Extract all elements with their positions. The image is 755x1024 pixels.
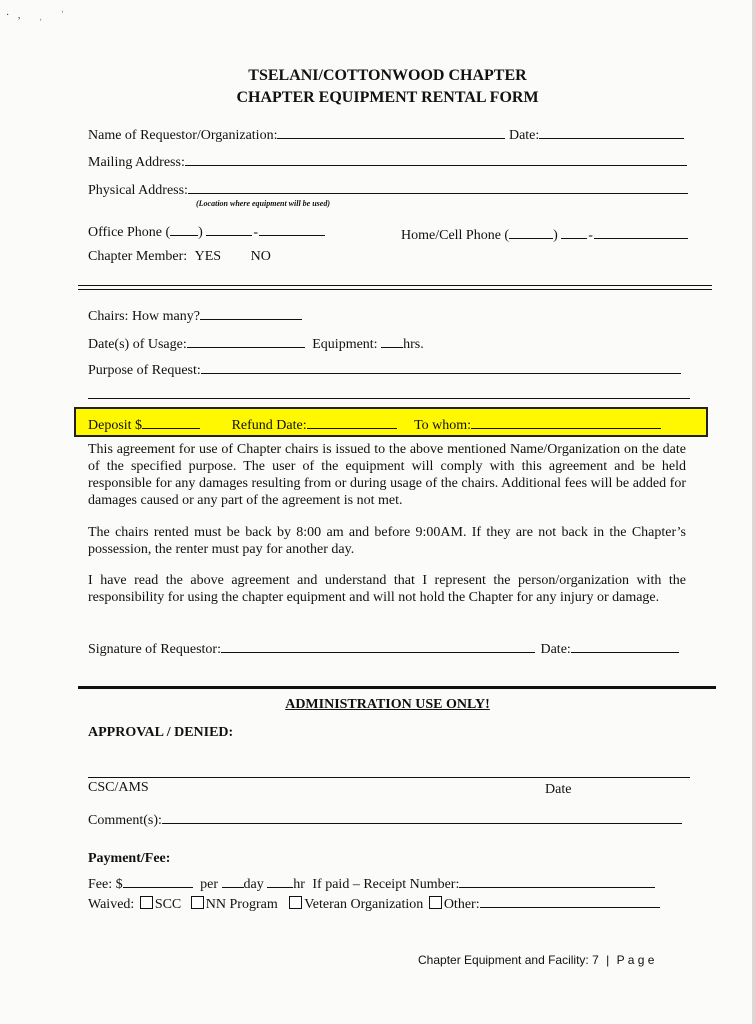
signature-field[interactable] (221, 638, 535, 653)
comments-label: Comment(s): (88, 813, 162, 828)
scc-label: SCC (154, 897, 182, 912)
mailing-address-label: Mailing Address: (88, 155, 185, 170)
office-phone-prefix-field[interactable] (206, 221, 252, 236)
office-phone-dash: - (253, 225, 259, 240)
day-label: day (243, 877, 264, 892)
home-phone-number-field[interactable] (594, 224, 688, 239)
hours-label: hrs. (403, 337, 424, 352)
equipment-label: Equipment: (312, 337, 378, 352)
deposit-label: Deposit $ (88, 418, 143, 433)
page-footer (418, 953, 654, 967)
approval-label: APPROVAL / DENIED: (88, 725, 234, 740)
waived-label: Waived: (88, 897, 135, 912)
signature-row (88, 638, 679, 658)
payment-heading: Payment/Fee: (88, 851, 171, 866)
usage-dates-label: Date(s) of Usage: (88, 337, 187, 352)
usage-dates-field[interactable] (187, 333, 305, 348)
fee-hour-field[interactable] (267, 873, 293, 888)
chapter-member-label: Chapter Member: (88, 249, 188, 264)
signature-label: Signature of Requestor: (88, 642, 221, 657)
deposit-row (88, 414, 661, 434)
chairs-row (88, 305, 302, 325)
section-divider (78, 289, 712, 290)
request-date-field[interactable] (539, 124, 684, 139)
comments-field[interactable] (162, 809, 682, 824)
office-phone-area-field[interactable] (170, 221, 198, 236)
admin-divider (78, 686, 716, 689)
physical-address-field[interactable] (188, 179, 688, 194)
fee-row (88, 873, 655, 893)
comments-row (88, 809, 682, 829)
refund-date-label: Refund Date: (231, 418, 307, 433)
approval-signature-line[interactable] (88, 777, 690, 778)
request-date-label: Date: (508, 128, 540, 143)
home-phone-area-field[interactable] (509, 224, 553, 239)
section-divider (78, 285, 712, 286)
home-phone-dash: - (588, 228, 593, 243)
fee-amount-field[interactable] (123, 873, 193, 888)
office-phone-row (88, 221, 325, 241)
footer-separator: | (606, 953, 610, 967)
member-no-option[interactable]: NO (250, 249, 271, 264)
footer-page-word: P a g e (616, 953, 655, 967)
nn-program-checkbox[interactable] (191, 896, 204, 909)
home-phone-label: Home/Cell Phone ( (401, 228, 510, 243)
chairs-count-field[interactable] (200, 305, 302, 320)
office-phone-label: Office Phone ( (88, 225, 171, 240)
physical-address-note: (Location where equipment will be used) (196, 199, 330, 208)
home-phone-paren: ) (553, 228, 558, 243)
signature-date-field[interactable] (571, 638, 679, 653)
per-label: per (200, 877, 218, 892)
csc-ams-label: CSC/AMS (88, 780, 149, 795)
signature-date-label: Date: (540, 642, 571, 657)
requestor-name-row (88, 124, 684, 144)
office-phone-number-field[interactable] (259, 221, 325, 236)
agreement-paragraph-2: The chairs rented must be back by 8:00 am and before 9:00AM. If they are not back in the Chapter’s possession, the renter must pay for another day. (88, 525, 686, 557)
veteran-organization-checkbox[interactable] (289, 896, 302, 909)
other-field[interactable] (480, 893, 660, 908)
agreement-paragraph-1: This agreement for use of Chapter chairs is issued to the above mentioned Name/Organization on the date of the specified purpose. The user of the equipment will comply with this agreement and be held responsible for any damages resulting from or during usage of the chairs. Additional fees will be added for damages caused or any part of the agreement is not met. (88, 442, 686, 508)
fee-day-field[interactable] (222, 873, 244, 888)
purpose-label: Purpose of Request: (88, 363, 201, 378)
form-title-line2: CHAPTER EQUIPMENT RENTAL FORM (236, 89, 539, 106)
nn-program-label: NN Program (205, 897, 278, 912)
usage-dates-row (88, 333, 424, 353)
receipt-label: If paid – Receipt Number: (312, 877, 460, 892)
purpose-extra-line[interactable] (88, 398, 690, 399)
waived-row (88, 893, 660, 913)
physical-address-label: Physical Address: (88, 183, 188, 198)
form-title-line1: TSELANI/COTTONWOOD CHAPTER (248, 67, 527, 84)
hr-label: hr (293, 877, 305, 892)
mailing-address-row (88, 151, 687, 171)
physical-address-row (88, 179, 688, 199)
mailing-address-field[interactable] (185, 151, 687, 166)
purpose-field[interactable] (201, 359, 681, 374)
agreement-paragraph-3: I have read the above agreement and understand that I represent the person/organization with the responsibility for using the chapter equipment and will not hold the Chapter for any injury or damage. (88, 573, 686, 605)
admin-heading: ADMINISTRATION USE ONLY! (285, 697, 490, 712)
to-whom-label: To whom: (414, 418, 472, 433)
home-phone-prefix-field[interactable] (561, 224, 587, 239)
scan-marks: ·‚ ˌ ˈ (6, 10, 73, 21)
chapter-member-row (88, 249, 271, 265)
purpose-row (88, 359, 681, 379)
refund-date-field[interactable] (307, 414, 397, 429)
home-phone-row (401, 224, 688, 244)
fee-label: Fee: $ (88, 877, 123, 892)
chairs-label: Chairs: How many? (88, 309, 200, 324)
equipment-hours-field[interactable] (381, 333, 403, 348)
footer-text: Chapter Equipment and Facility: 7 (418, 953, 599, 967)
other-checkbox[interactable] (429, 896, 442, 909)
requestor-name-field[interactable] (277, 124, 505, 139)
deposit-amount-field[interactable] (142, 414, 200, 429)
to-whom-field[interactable] (471, 414, 661, 429)
requestor-name-label: Name of Requestor/Organization: (88, 128, 278, 143)
admin-date-label: Date (545, 782, 572, 797)
office-phone-paren: ) (198, 225, 203, 240)
member-yes-option[interactable]: YES (194, 249, 222, 264)
receipt-number-field[interactable] (459, 873, 655, 888)
veteran-organization-label: Veteran Organization (304, 897, 424, 912)
scc-checkbox[interactable] (140, 896, 153, 909)
other-label: Other: (443, 897, 480, 912)
